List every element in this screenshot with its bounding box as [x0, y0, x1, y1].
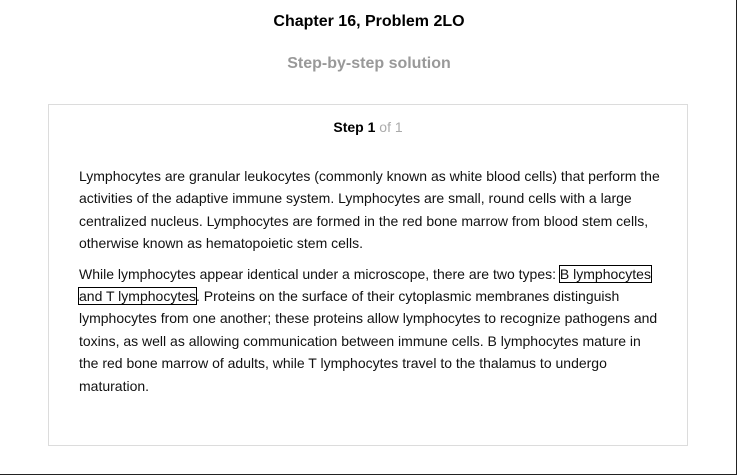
solution-subtitle: Step-by-step solution [287, 55, 451, 72]
step-paragraph-1: Lymphocytes are granular leukocytes (commonly known as white blood cells) that perform the activities of the adaptive immune system. Lymphocytes are small, round cells with a large centralized nucleus. Lymphocytes are formed in the red bone marrow from blood stem cells, otherwise known as hematopoietic stem cells. [79, 168, 660, 252]
step-heading [49, 119, 687, 135]
step-paragraph-2 [79, 263, 664, 397]
paragraph-2-intro: While lymphocytes appear identical under a microscope, there are two types: [79, 265, 560, 282]
chapter-title: Chapter 16, Problem 2LO [273, 13, 465, 30]
step-total: of 1 [379, 119, 403, 135]
step-body [79, 165, 664, 405]
step-label-text: Step [333, 119, 364, 135]
step-label [333, 119, 375, 135]
step-number: 1 [367, 119, 376, 135]
step-card [48, 104, 688, 446]
paragraph-2-rest: . Proteins on the surface of their cytoplasmic membranes distinguish lymphocytes from one another; these proteins allow lymphocytes to recognize pathogens and toxins, as well as allowing communication between immune cells. B lymphocytes mature in the red bone marrow of adults, while T lymphocytes travel to the thalamus to undergo maturation. [79, 288, 658, 394]
highlighted-answer: B lymphocytes and T lymphocytes [79, 265, 651, 305]
